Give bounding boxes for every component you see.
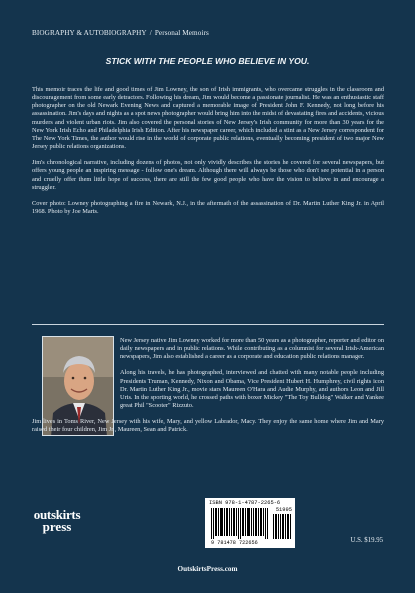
author-bio	[32, 337, 384, 443]
cover-photo-credit: Cover photo: Lowney photographing a fire in Newark, N.J., in the aftermath of the assassination of Dr. Martin Luther King Jr. in April 1968. Photo by Joe Marts.	[32, 199, 384, 216]
price-label: U.S. $19.95	[350, 537, 383, 544]
category-header	[32, 29, 209, 37]
publisher-logo-line2: press	[42, 519, 72, 534]
barcode-number: 9 781478 722656	[211, 540, 258, 546]
publisher-url: OutskirtsPress.com	[177, 565, 238, 573]
bio-paragraph-2: Along his travels, he has photographed, interviewed and chatted with many notable people including Presidents Truman, Kennedy, Nixon and Obama, Vice President Hubert H. Humphrey, civil rights icon Dr. Martin Luther King Jr., movie stars Maureen O'Hara and Audie Murphy, and authors Leon and Jill Uris. In the sporting world, he crossed paths with boxer Mickey "The Toy Bulldog" Walker and Yankee great Phil "Scooter" Rizzuto.	[120, 369, 384, 410]
publisher-logo-line1: outskirts	[33, 507, 81, 522]
ean-barcode-graphic	[211, 508, 269, 539]
book-description	[32, 86, 384, 224]
subcategory-label: Personal Memoirs	[154, 29, 209, 37]
bio-paragraph-3: Jim lives in Toms River, New Jersey with his wife, Mary, and yellow Labrador, Macy. They enjoy the same home where Jim and Mary raised their four children, Jim Jr., Maureen, Sean and Patrick.	[32, 418, 384, 434]
category-separator: /	[149, 29, 152, 37]
publisher-logo	[32, 509, 82, 533]
bio-paragraph-1: New Jersey native Jim Lowney worked for more than 50 years as a photographer, reporter and editor on daily newspapers and in public relations. While contributing as a columnist for several Irish-American newspapers, Jim also established a career as a corporate and education public relations manager.	[120, 337, 384, 361]
section-divider	[32, 324, 384, 325]
price-addon-barcode	[273, 514, 291, 539]
isbn-barcode	[205, 498, 295, 548]
description-paragraph-1: This memoir traces the life and good times of Jim Lowney, the son of Irish immigrants, who overcame struggles in the classroom and discouragement from some early detractors. Following his dream, Jim would become a passionate journalist. He was an enthusiastic staff photographer on the old Newark Evening News and captured a memorable image of President John F. Kennedy, not long before his assassination. Jim's days and nights as a spot news photographer would bring him into the midst of devastating fires and accidents, vicious murders and violent urban riots. Jim also covered the personal stories of New Jersey's Irish community for more than 30 years for the New York Irish Echo and Philadelphia Irish Edition. After his newspaper career, which included a stint as a New Jersey correspondent for The New York Times, the author would rise in the world of corporate public relations, eventually becoming president of two major New Jersey public relations organizations.	[32, 86, 384, 151]
tagline: STICK WITH THE PEOPLE WHO BELIEVE IN YOU.	[105, 56, 310, 66]
description-paragraph-2: Jim's chronological narrative, including dozens of photos, not only vividly describes the stories he covered for several newspapers, but offers young people an inspiring message - follow one's dream. Although there will always be those who don't see potential in a person and cruelly offer them little hope of success, there are still the few good people who have the vision to believe in and encourage a struggler.	[32, 159, 384, 191]
isbn-text: ISBN 978-1-4787-2265-6	[209, 500, 281, 506]
barcode-price-code: 51995	[275, 507, 292, 513]
category-label: BIOGRAPHY & AUTOBIOGRAPHY	[32, 29, 147, 37]
